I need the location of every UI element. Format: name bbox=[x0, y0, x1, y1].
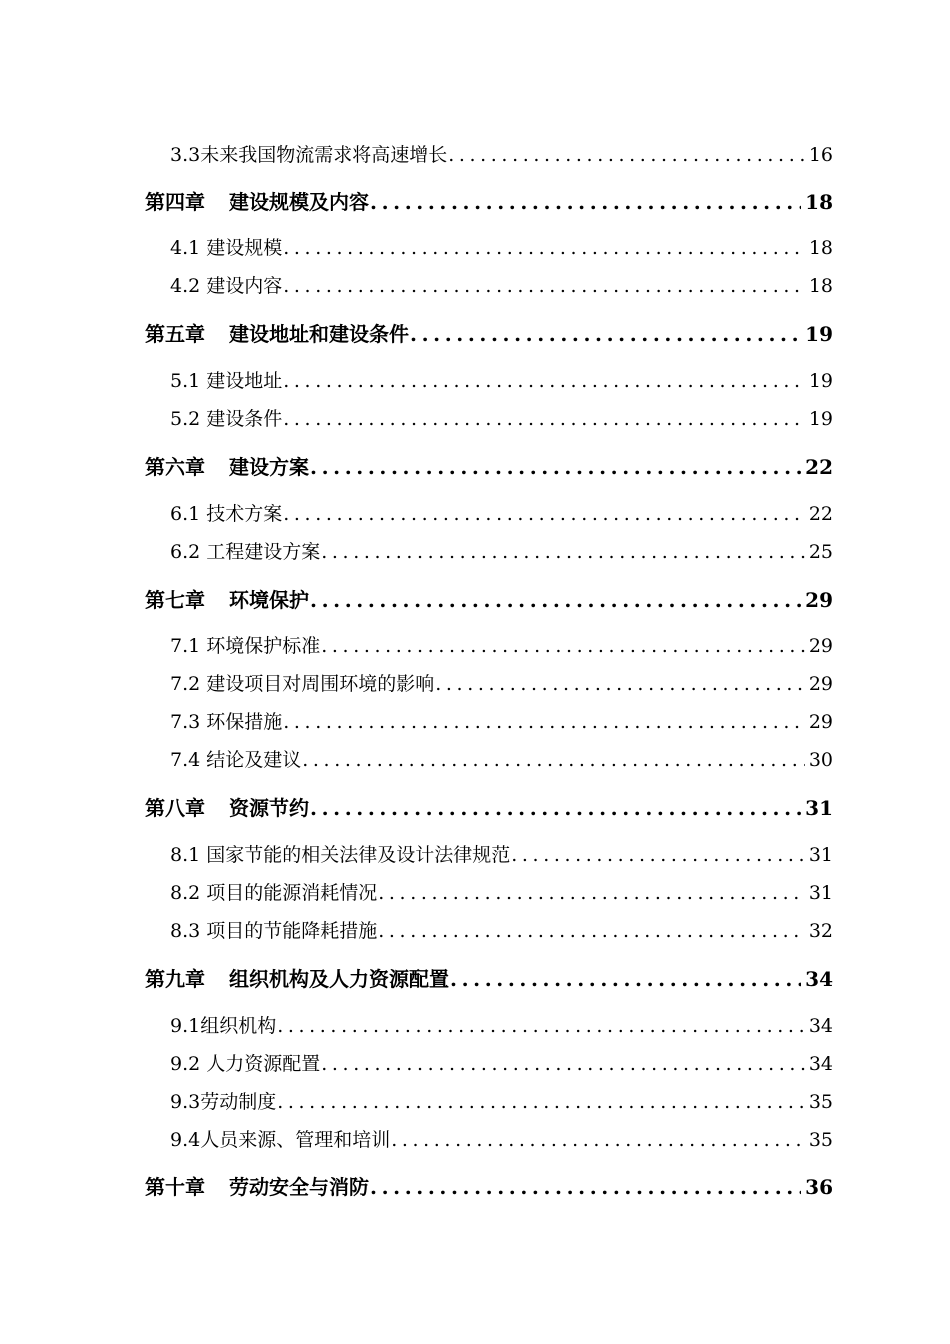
toc-leader-dots bbox=[283, 408, 805, 430]
toc-entry-title: 9.1组织机构 bbox=[170, 1015, 277, 1037]
toc-leader-dots bbox=[370, 190, 801, 214]
toc-page-number: 29 bbox=[808, 635, 833, 657]
toc-leader-dots bbox=[283, 711, 805, 733]
toc-entry-title: 6.2 工程建设方案 bbox=[170, 541, 321, 563]
toc-entry-title: 7.2 建设项目对周围环境的影响 bbox=[170, 673, 435, 695]
toc-chapter-entry[interactable] bbox=[145, 451, 833, 480]
toc-leader-dots bbox=[310, 796, 801, 820]
toc-page-number: 18 bbox=[808, 275, 833, 297]
toc-page-number: 35 bbox=[808, 1129, 833, 1151]
toc-page-number: 32 bbox=[808, 920, 833, 942]
toc-page-number: 34 bbox=[805, 967, 833, 991]
toc-leader-dots bbox=[310, 588, 801, 612]
toc-entry-title: 第十章 劳动安全与消防 bbox=[145, 1175, 369, 1199]
toc-page-number: 18 bbox=[805, 190, 833, 214]
toc-entry[interactable] bbox=[170, 916, 833, 943]
toc-entry[interactable] bbox=[170, 404, 833, 431]
toc-entry[interactable] bbox=[170, 537, 833, 564]
toc-entry-title: 第九章 组织机构及人力资源配置 bbox=[145, 967, 449, 991]
toc-entry-title: 第四章 建设规模及内容 bbox=[145, 190, 369, 214]
toc-page-number: 35 bbox=[808, 1091, 833, 1113]
toc-entry-title: 4.2 建设内容 bbox=[170, 275, 283, 297]
toc-entry[interactable] bbox=[170, 878, 833, 905]
toc-page-number: 22 bbox=[808, 503, 833, 525]
toc-entry-title: 第五章 建设地址和建设条件 bbox=[145, 322, 409, 346]
toc-entry-title: 7.1 环境保护标准 bbox=[170, 635, 321, 657]
toc-leader-dots bbox=[277, 1015, 805, 1037]
toc-entry-title: 5.2 建设条件 bbox=[170, 408, 283, 430]
toc-leader-dots bbox=[283, 275, 805, 297]
toc-leader-dots bbox=[378, 920, 805, 942]
toc-entry[interactable] bbox=[170, 1049, 833, 1076]
toc-page-number: 18 bbox=[808, 237, 833, 259]
toc-leader-dots bbox=[277, 1091, 805, 1113]
toc-page-number: 19 bbox=[808, 408, 833, 430]
toc-page-number: 36 bbox=[805, 1175, 833, 1199]
toc-leader-dots bbox=[435, 673, 805, 695]
toc-page-number: 19 bbox=[808, 370, 833, 392]
toc-entry-title: 8.2 项目的能源消耗情况 bbox=[170, 882, 378, 904]
toc-page-number: 22 bbox=[805, 455, 833, 479]
toc-chapter-entry[interactable] bbox=[145, 186, 833, 215]
toc-chapter-entry[interactable] bbox=[145, 584, 833, 613]
toc-page-number: 29 bbox=[808, 673, 833, 695]
toc-page-number: 31 bbox=[808, 844, 833, 866]
toc-leader-dots bbox=[310, 455, 801, 479]
toc-leader-dots bbox=[391, 1129, 805, 1151]
toc-page-number: 31 bbox=[805, 796, 833, 820]
toc-entry[interactable] bbox=[170, 1125, 833, 1152]
toc-leader-dots bbox=[283, 503, 805, 525]
toc-entry-title: 第七章 环境保护 bbox=[145, 588, 309, 612]
toc-entry-title: 8.1 国家节能的相关法律及设计法律规范 bbox=[170, 844, 511, 866]
toc-entry-title: 9.3劳动制度 bbox=[170, 1091, 277, 1113]
toc-leader-dots bbox=[378, 882, 805, 904]
toc-entry[interactable] bbox=[170, 140, 833, 167]
toc-chapter-entry[interactable] bbox=[145, 318, 833, 347]
toc-entry[interactable] bbox=[170, 631, 833, 658]
toc-chapter-entry[interactable] bbox=[145, 963, 833, 992]
toc-entry-title: 9.2 人力资源配置 bbox=[170, 1053, 321, 1075]
toc-page-number: 19 bbox=[805, 322, 833, 346]
toc-entry-title: 第六章 建设方案 bbox=[145, 455, 309, 479]
toc-entry[interactable] bbox=[170, 1011, 833, 1038]
toc-entry[interactable] bbox=[170, 840, 833, 867]
toc-entry-title: 7.4 结论及建议 bbox=[170, 749, 302, 771]
toc-chapter-entry[interactable] bbox=[145, 1171, 833, 1200]
toc-entry-title: 第八章 资源节约 bbox=[145, 796, 309, 820]
toc-entry[interactable] bbox=[170, 233, 833, 260]
toc-leader-dots bbox=[511, 844, 805, 866]
toc-entry[interactable] bbox=[170, 499, 833, 526]
toc-chapter-entry[interactable] bbox=[145, 792, 833, 821]
toc-page-number: 25 bbox=[808, 541, 833, 563]
toc-entry-title: 3.3未来我国物流需求将高速增长 bbox=[170, 144, 448, 166]
toc-page-number: 29 bbox=[808, 711, 833, 733]
toc-entry[interactable] bbox=[170, 707, 833, 734]
toc-entry[interactable] bbox=[170, 366, 833, 393]
toc-leader-dots bbox=[410, 322, 801, 346]
toc-entry[interactable] bbox=[170, 271, 833, 298]
toc-leader-dots bbox=[283, 370, 805, 392]
toc-leader-dots bbox=[321, 635, 805, 657]
toc-page-number: 34 bbox=[808, 1053, 833, 1075]
toc-page-number: 30 bbox=[808, 749, 833, 771]
toc-leader-dots bbox=[450, 967, 801, 991]
toc-entry-title: 7.3 环保措施 bbox=[170, 711, 283, 733]
toc-entry[interactable] bbox=[170, 745, 833, 772]
toc-leader-dots bbox=[321, 1053, 805, 1075]
toc-entry[interactable] bbox=[170, 669, 833, 696]
toc-leader-dots bbox=[321, 541, 805, 563]
toc-leader-dots bbox=[370, 1175, 801, 1199]
toc-page-number: 31 bbox=[808, 882, 833, 904]
toc-entry-title: 4.1 建设规模 bbox=[170, 237, 283, 259]
toc-entry-title: 8.3 项目的节能降耗措施 bbox=[170, 920, 378, 942]
toc-entry-title: 6.1 技术方案 bbox=[170, 503, 283, 525]
toc-leader-dots bbox=[283, 237, 805, 259]
toc-page-number: 29 bbox=[805, 588, 833, 612]
toc-entry-title: 5.1 建设地址 bbox=[170, 370, 283, 392]
toc-leader-dots bbox=[302, 749, 805, 771]
toc-page-number: 34 bbox=[808, 1015, 833, 1037]
toc-entry-title: 9.4人员来源、管理和培训 bbox=[170, 1129, 391, 1151]
toc-page-number: 16 bbox=[808, 144, 833, 166]
toc-entry[interactable] bbox=[170, 1087, 833, 1114]
toc-leader-dots bbox=[448, 144, 805, 166]
